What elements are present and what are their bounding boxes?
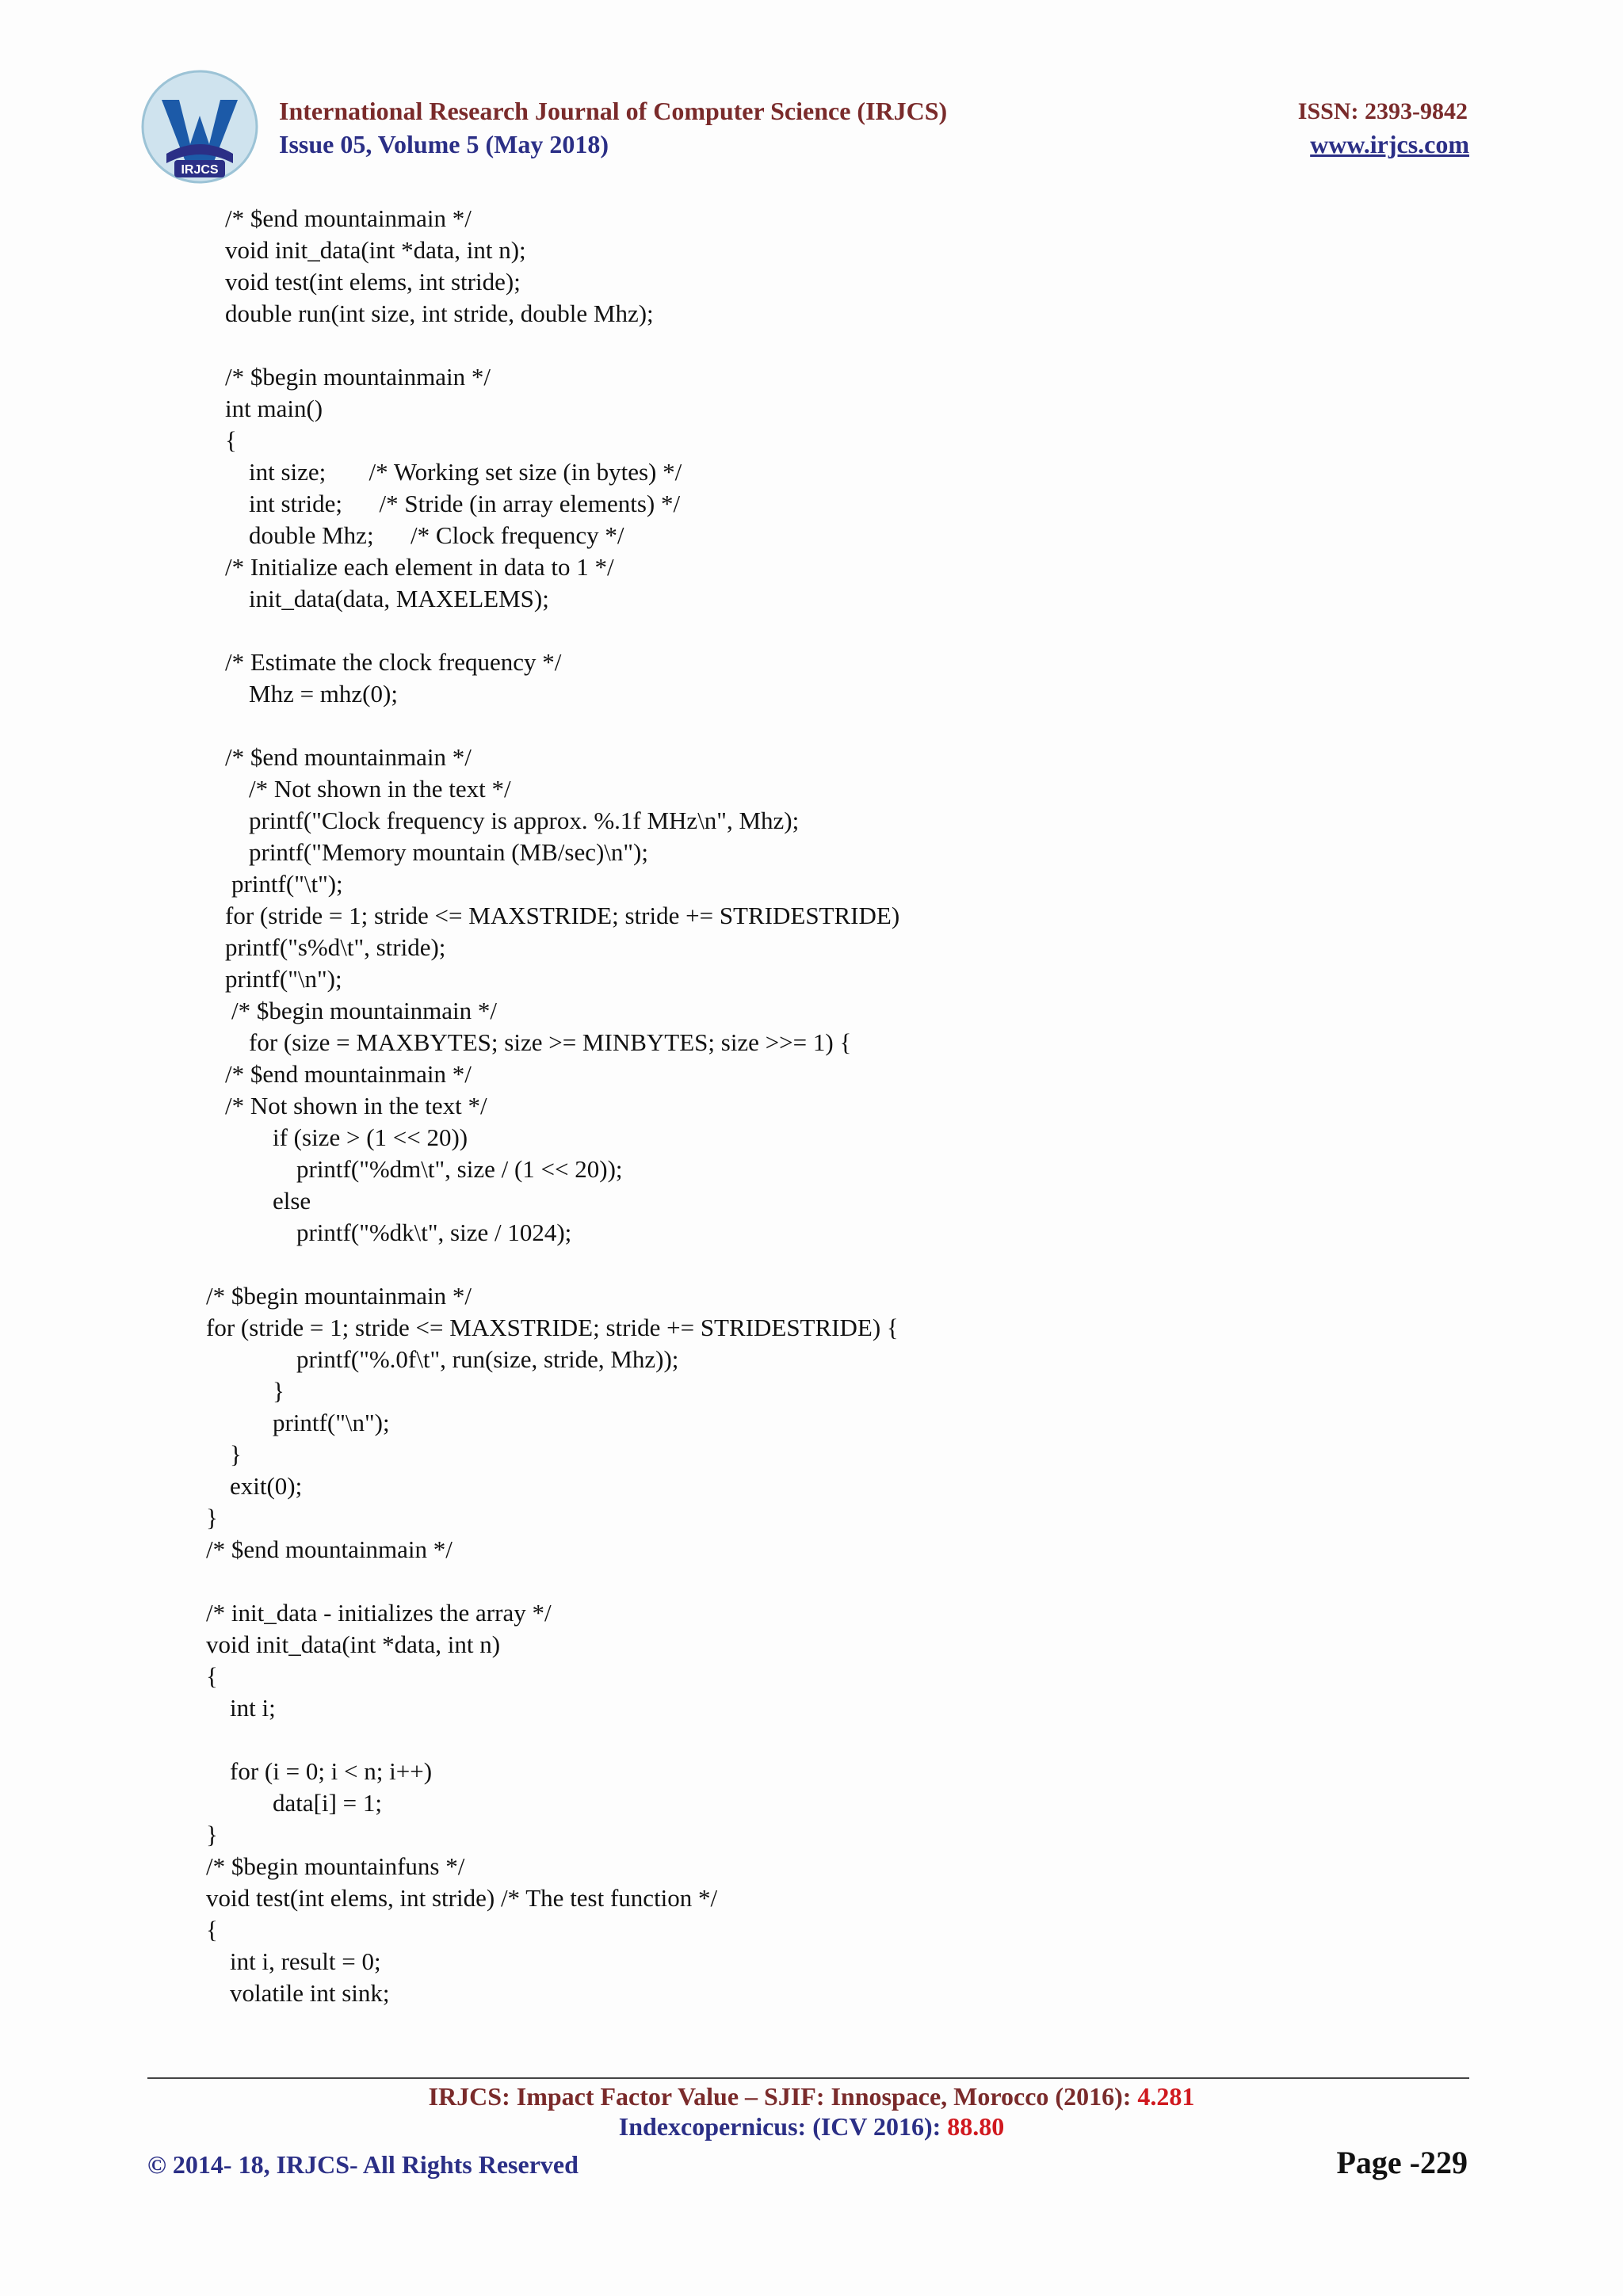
issue-info: Issue 05, Volume 5 (May 2018) [279, 130, 609, 158]
journal-title: International Research Journal of Computer Science (IRJCS) [279, 97, 948, 125]
code-line: { [206, 1916, 218, 1943]
copyright: © 2014- 18, IRJCS- All Rights Reserved [147, 2150, 579, 2179]
code-line: printf("%.0f\t", run(size, stride, Mhz)); [296, 1345, 679, 1373]
irjcs-logo-icon [139, 68, 260, 187]
code-line: printf("\n"); [225, 965, 342, 993]
code-line: } [273, 1377, 285, 1405]
code-line: printf("\t"); [231, 870, 343, 898]
code-line: int stride; /* Stride (in array elements) */ [249, 490, 681, 517]
code-line: /* $end mountainmain */ [225, 204, 472, 232]
code-line: else [273, 1187, 311, 1215]
code-line: /* $begin mountainfuns */ [206, 1852, 465, 1880]
impact-factor-line [0, 2082, 1623, 2111]
code-line: printf("%dk\t", size / 1024); [296, 1219, 572, 1246]
code-line: printf("\n"); [273, 1409, 390, 1436]
code-line: int main() [225, 395, 323, 422]
code-line: exit(0); [230, 1472, 303, 1500]
code-line: data[i] = 1; [273, 1789, 382, 1817]
code-line: for (size = MAXBYTES; size >= MINBYTES; size >>= 1) { [249, 1028, 852, 1056]
issn: ISSN: 2393-9842 [1297, 98, 1468, 124]
code-line: void init_data(int *data, int n); [225, 236, 526, 264]
code-line: double run(int size, int stride, double Mhz); [225, 299, 654, 327]
code-line: for (stride = 1; stride <= MAXSTRIDE; stride += STRIDESTRIDE) { [206, 1314, 899, 1341]
code-line: void init_data(int *data, int n) [206, 1630, 501, 1658]
journal-link[interactable]: www.irjcs.com [1310, 130, 1469, 158]
code-line: printf("s%d\t", stride); [225, 933, 446, 961]
code-line: /* $begin mountainmain */ [231, 997, 497, 1024]
code-line: { [206, 1662, 218, 1690]
code-line: /* Initialize each element in data to 1 */ [225, 553, 614, 581]
code-line: for (i = 0; i < n; i++) [230, 1757, 433, 1785]
code-line: printf("Clock frequency is approx. %.1f MHz\n", Mhz); [249, 807, 800, 834]
code-line: void test(int elems, int stride); [225, 268, 521, 296]
code-line: printf("%dm\t", size / (1 << 20)); [296, 1155, 623, 1183]
icv-line [0, 2112, 1623, 2142]
code-line: for (stride = 1; stride <= MAXSTRIDE; stride += STRIDESTRIDE) [225, 902, 900, 929]
code-line: /* $end mountainmain */ [225, 743, 472, 771]
page-header [0, 0, 1623, 190]
code-line: Mhz = mhz(0); [249, 680, 398, 707]
code-line: } [206, 1821, 218, 1848]
code-line: { [225, 426, 237, 454]
code-line: if (size > (1 << 20)) [273, 1123, 468, 1151]
code-line: /* $begin mountainmain */ [225, 363, 491, 391]
logo-text: IRJCS [181, 163, 219, 177]
page-number: Page -229 [1336, 2145, 1468, 2180]
icv-value: 88.80 [947, 2112, 1005, 2141]
impact-factor-label: IRJCS: Impact Factor Value – SJIF: Innospace, Morocco (2016): [428, 2082, 1138, 2111]
code-line: /* $begin mountainmain */ [206, 1282, 472, 1310]
code-line: /* init_data - initializes the array */ [206, 1599, 552, 1627]
code-line: printf("Memory mountain (MB/sec)\n"); [249, 838, 648, 866]
code-line: volatile int sink; [230, 1979, 390, 2007]
code-line: /* $end mountainmain */ [206, 1535, 453, 1563]
code-line: /* Estimate the clock frequency */ [225, 648, 562, 676]
code-line: int i, result = 0; [230, 1947, 381, 1975]
code-line: int i; [230, 1694, 276, 1722]
code-line: double Mhz; /* Clock frequency */ [249, 521, 624, 549]
footer-divider [147, 2077, 1469, 2079]
code-line: } [206, 1504, 218, 1531]
impact-factor-value: 4.281 [1137, 2082, 1195, 2111]
code-line: } [230, 1440, 242, 1468]
code-line: /* Not shown in the text */ [249, 775, 511, 803]
code-line: /* Not shown in the text */ [225, 1092, 487, 1119]
icv-label: Indexcopernicus: (ICV 2016): [618, 2112, 948, 2141]
code-line: /* $end mountainmain */ [225, 1060, 472, 1088]
code-line: int size; /* Working set size (in bytes) */ [249, 458, 682, 486]
code-line: init_data(data, MAXELEMS); [249, 585, 549, 612]
code-line: void test(int elems, int stride) /* The test function */ [206, 1884, 718, 1912]
